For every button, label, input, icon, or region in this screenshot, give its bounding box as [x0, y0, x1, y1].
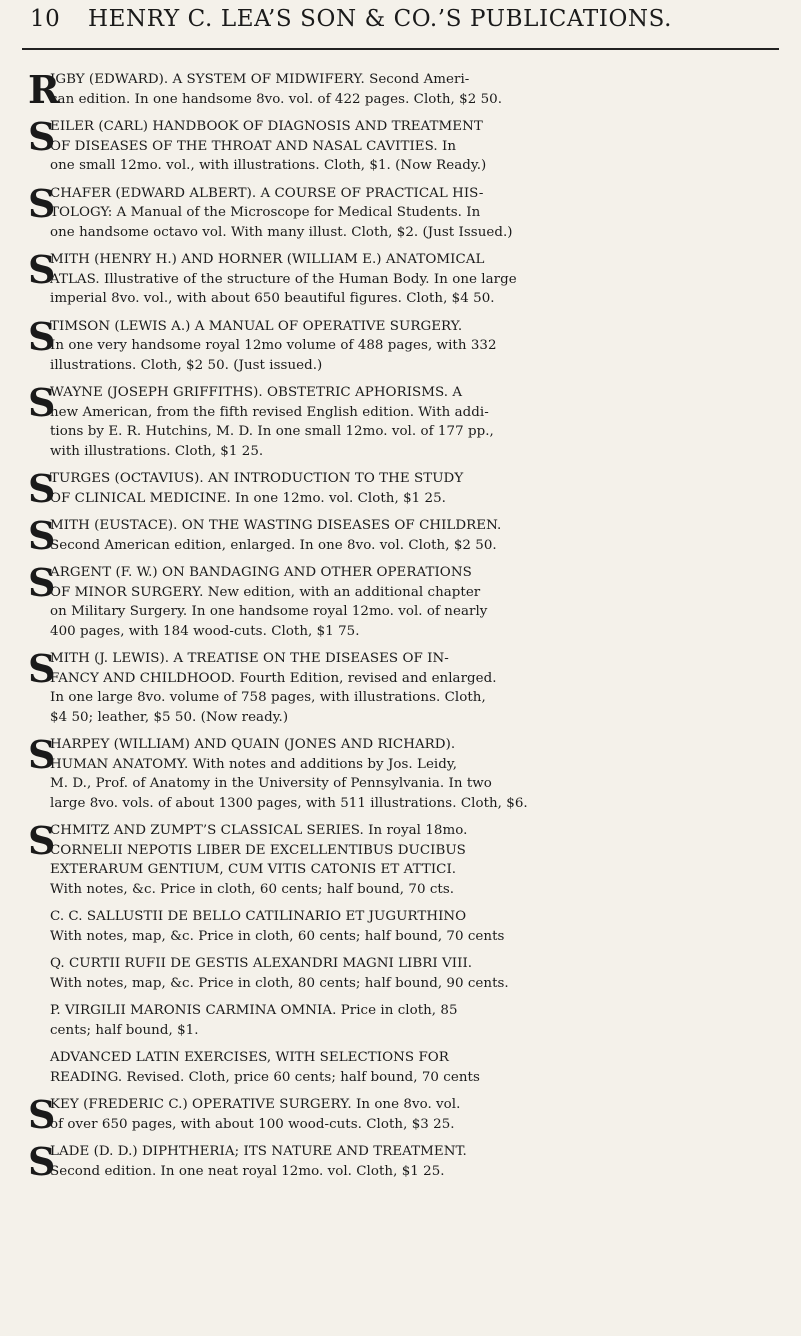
entry-heading-line: CHMITZ AND ZUMPT’S CLASSICAL SERIES. In royal 18mo.	[50, 823, 468, 838]
catalog-entry	[28, 114, 778, 176]
catalog-entry	[28, 466, 778, 511]
entry-heading-line: LADE (D. D.) DIPHTHERIA; ITS NATURE AND TREATMENT.	[50, 1144, 467, 1159]
drop-cap: S	[28, 560, 56, 605]
entry-text-line: Second edition. In one neat royal 12mo. vol. Cloth, $1 25.	[50, 1163, 445, 1179]
drop-cap: S	[28, 466, 56, 511]
drop-cap: R	[28, 67, 60, 112]
entry-heading-line: TURGES (OCTAVIUS). AN INTRODUCTION TO THE STUDY	[50, 471, 464, 486]
catalog-entry	[28, 513, 778, 558]
entry-heading-line: C. C. SALLUSTII DE BELLO CATILINARIO ET JUGURTHINO	[50, 909, 467, 924]
entry-text-line: large 8vo. vols. of about 1300 pages, with 511 illustrations. Cloth, $6.	[50, 795, 528, 811]
entry-text-line: TOLOGY: A Manual of the Microscope for Medical Students. In	[50, 205, 481, 220]
catalog-entry	[28, 732, 778, 813]
entry-heading-line: KEY (FREDERIC C.) OPERATIVE SURGERY. In one 8vo. vol.	[50, 1097, 461, 1112]
drop-cap: S	[28, 818, 56, 863]
entry-text-line: CORNELII NEPOTIS LIBER DE EXCELLENTIBUS DUCIBUS	[50, 842, 466, 858]
entry-text-line: M. D., Prof. of Anatomy in the University of Pennsylvania. In two	[50, 776, 492, 791]
drop-cap: S	[28, 247, 56, 292]
entry-text-line: cents; half bound, $1.	[50, 1022, 199, 1038]
entry-heading-line: MITH (HENRY H.) AND HORNER (WILLIAM E.) ANATOMICAL	[50, 252, 485, 267]
entry-heading-line: TIMSON (LEWIS A.) A MANUAL OF OPERATIVE SURGERY.	[50, 318, 463, 334]
drop-cap: S	[28, 513, 56, 558]
entry-heading-line: WAYNE (JOSEPH GRIFFITHS). OBSTETRIC APHORISMS. A	[50, 385, 463, 400]
drop-cap: S	[28, 1092, 56, 1137]
entry-text-line: HUMAN ANATOMY. With notes and additions by Jos. Leidy,	[50, 756, 458, 772]
catalog-entry	[28, 1092, 778, 1137]
catalog-entry	[28, 560, 778, 641]
entry-text-line: READING. Revised. Cloth, price 60 cents; half bound, 70 cents	[50, 1069, 480, 1085]
entry-text-line: of over 650 pages, with about 100 wood-cuts. Cloth, $3 25.	[50, 1116, 455, 1132]
catalog-entry	[28, 1139, 778, 1184]
entry-heading-line: MITH (J. LEWIS). A TREATISE ON THE DISEASES OF IN-	[50, 651, 449, 666]
entry-text-line: EXTERARUM GENTIUM, CUM VITIS CATONIS ET ATTICI.	[50, 862, 457, 877]
entry-text-line: Second American edition, enlarged. In one 8vo. vol. Cloth, $2 50.	[50, 537, 497, 553]
catalog-entry	[28, 818, 778, 899]
entry-text-line: ATLAS. Illustrative of the structure of the Human Body. In one large	[50, 271, 517, 287]
entry-text-line: imperial 8vo. vol., with about 650 beautiful figures. Cloth, $4 50.	[50, 291, 495, 306]
entry-text-line: can edition. In one handsome 8vo. vol. of 422 pages. Cloth, $2 50.	[50, 91, 503, 107]
catalog-entry	[28, 907, 778, 946]
entry-heading-line: IGBY (EDWARD). A SYSTEM OF MIDWIFERY. Second Ameri-	[50, 72, 470, 87]
entry-text-line: $4 50; leather, $5 50. (Now ready.)	[50, 709, 289, 725]
entry-text-line: With notes, &c. Price in cloth, 60 cents; half bound, 70 cts.	[50, 881, 455, 897]
entry-text-line: one small 12mo. vol., with illustrations. Cloth, $1. (Now Ready.)	[50, 158, 487, 173]
catalog-entry	[28, 247, 778, 309]
page-number: 10	[30, 6, 61, 32]
drop-cap: S	[28, 646, 56, 691]
entry-heading-line: MITH (EUSTACE). ON THE WASTING DISEASES OF CHILDREN.	[50, 518, 502, 533]
entry-text-line: with illustrations. Cloth, $1 25.	[50, 443, 264, 459]
catalog-entry	[28, 67, 778, 112]
entry-text-line: 400 pages, with 184 wood-cuts. Cloth, $1 75.	[50, 623, 360, 639]
running-head: HENRY C. LEA’S SON & CO.’S PUBLICATIONS.	[88, 6, 673, 32]
entry-heading-line: ARGENT (F. W.) ON BANDAGING AND OTHER OPERATIONS	[50, 565, 472, 580]
catalog-entry	[28, 313, 778, 376]
page-header	[30, 4, 771, 44]
header-rule	[22, 48, 779, 50]
entry-heading-line: P. VIRGILII MARONIS CARMINA OMNIA. Price in cloth, 85	[50, 1003, 458, 1018]
drop-cap: S	[28, 732, 56, 777]
catalog-entry	[28, 954, 778, 993]
entry-text-line: on Military Surgery. In one handsome royal 12mo. vol. of nearly	[50, 604, 488, 619]
catalog-entries	[28, 67, 778, 1189]
drop-cap: S	[28, 380, 56, 425]
entry-text-line: With notes, map, &c. Price in cloth, 60 cents; half bound, 70 cents	[50, 928, 505, 944]
catalog-entry	[28, 646, 778, 727]
entry-text-line: With notes, map, &c. Price in cloth, 80 cents; half bound, 90 cents.	[50, 975, 509, 991]
entry-text-line: OF MINOR SURGERY. New edition, with an additional chapter	[50, 584, 481, 600]
catalog-entry	[28, 180, 778, 243]
drop-cap: S	[28, 1139, 56, 1184]
entry-text-line: new American, from the fifth revised English edition. With addi-	[50, 404, 489, 420]
catalog-entry	[28, 1048, 778, 1087]
drop-cap: S	[28, 313, 56, 359]
entry-text-line: FANCY AND CHILDHOOD. Fourth Edition, revised and enlarged.	[50, 670, 497, 686]
entry-text-line: OF CLINICAL MEDICINE. In one 12mo. vol. Cloth, $1 25.	[50, 490, 446, 506]
drop-cap: S	[28, 114, 56, 159]
entry-heading-line: CHAFER (EDWARD ALBERT). A COURSE OF PRACTICAL HIS-	[50, 185, 484, 201]
entry-heading-line: EILER (CARL) HANDBOOK OF DIAGNOSIS AND TREATMENT	[50, 119, 483, 134]
entry-text-line: one handsome octavo vol. With many illust. Cloth, $2. (Just Issued.)	[50, 224, 513, 240]
entry-heading-line: HARPEY (WILLIAM) AND QUAIN (JONES AND RICHARD).	[50, 737, 456, 752]
catalog-entry	[28, 1001, 778, 1040]
entry-text-line: illustrations. Cloth, $2 50. (Just issued.)	[50, 357, 323, 373]
entry-text-line: tions by E. R. Hutchins, M. D. In one small 12mo. vol. of 177 pp.,	[50, 424, 494, 439]
drop-cap: S	[28, 180, 56, 226]
entry-text-line: In one very handsome royal 12mo volume of 488 pages, with 332	[50, 338, 497, 353]
entry-text-line: OF DISEASES OF THE THROAT AND NASAL CAVITIES. In	[50, 138, 456, 154]
entry-heading-line: ADVANCED LATIN EXERCISES, WITH SELECTIONS FOR	[50, 1050, 449, 1065]
entry-heading-line: Q. CURTII RUFII DE GESTIS ALEXANDRI MAGNI LIBRI VIII.	[50, 956, 473, 971]
catalog-entry	[28, 380, 778, 461]
entry-text-line: In one large 8vo. volume of 758 pages, with illustrations. Cloth,	[50, 690, 486, 705]
